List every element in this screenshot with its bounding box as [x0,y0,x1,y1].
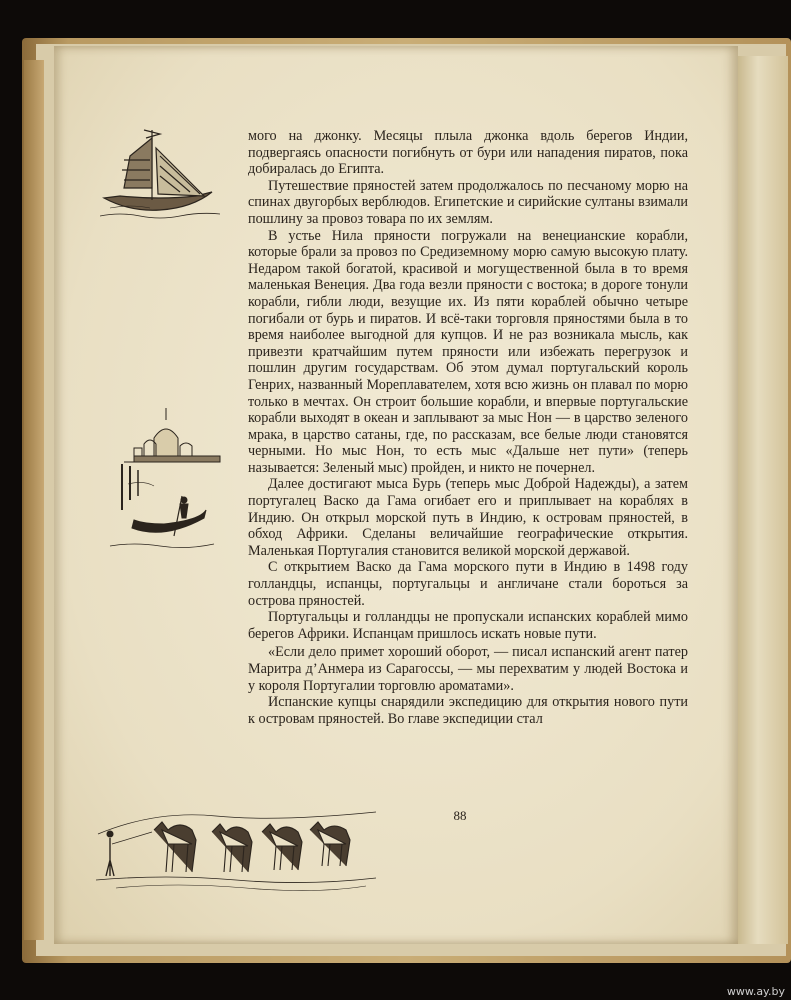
quote-paragraph: «Если дело примет хороший оборот, — писал испанский агент патер Маритра д’Анмера из Сарагоссы, — мы перехватим у людей Востока и у короля Португалии торговлю ароматами». [248,644,688,694]
body-text [248,128,688,727]
paragraph: Испанские купцы снарядили экспедицию для открытия нового пути к островам пряностей. Во главе экспедиции стал [248,694,688,727]
junk-boat-illustration [100,126,220,221]
spine-edge [24,60,44,940]
paragraph: мого на джонку. Месяцы плыла джонка вдоль берегов Индии, подвергаясь опасности погибнуть от бури или нападения пиратов, пока добиралась до Египта. [248,128,688,178]
paragraph: Далее достигают мыса Бурь (теперь мыс Доброй Надежды), а затем португалец Васко да Гама огибает его и приплывает на кораблях в Индию. Он открыл морской путь в Индию, к островам пряностей, в обход Африки. Сделаны величайшие географические открытия. Маленькая Португалия становится великой морской державой. [248,476,688,559]
camel-caravan-illustration [96,800,376,892]
watermark: www.ay.by [726,985,785,998]
paragraph: Путешествие пряностей затем продолжалось по песчаному морю на спинах двугорбых верблюдов. Египетские и сирийские султаны взимали пошлину за провоз товара по их землям. [248,177,688,227]
page-number: 88 [453,808,467,823]
venice-gondola-illustration [104,400,224,555]
next-page-edge [738,56,788,944]
paragraph: В устье Нила пряности погружали на венецианские корабли, которые брали за провоз по Средиземному морю самую высокую плату. Недаром такой богатой, красивой и могущественной была в то время маленькая Венеция. Два года везли пряности с востока; в дороге тонули корабли, гибли люди, везущие их. Из пяти кораблей обычно четыре погибали от бурь и пиратов. И всё-таки торговля пряностями была в то время наиболее выгодной для купцов. И не раз возникала мысль, как привезти кратчайшим путем пряности или избежать перегрузок и пошлин другим государствам. Об этом думал португальский король Генрих, названный Мореплавателем, хотя всю жизнь он плавал по морю только в мечтах. Он строит большие корабли, и впервые португальские корабли выходят в океан и заплывают за мыс Нон — в царство зеленого мрака, в царство сатаны, где, по рассказам, все белые люди становятся черными. Но мыс Нон, то есть мыс «Дальше нет пути» (теперь называется: Зеленый мыс) пройден, и никто не почернел. [248,227,688,476]
paragraph: Португальцы и голландцы не пропускали испанских кораблей мимо берегов Африки. Испанцам пришлось искать новые пути. [248,609,688,642]
paragraph: С открытием Васко да Гама морского пути в Индию в 1498 году голландцы, испанцы, португальцы и англичане стали бороться за острова пряностей. [248,559,688,609]
